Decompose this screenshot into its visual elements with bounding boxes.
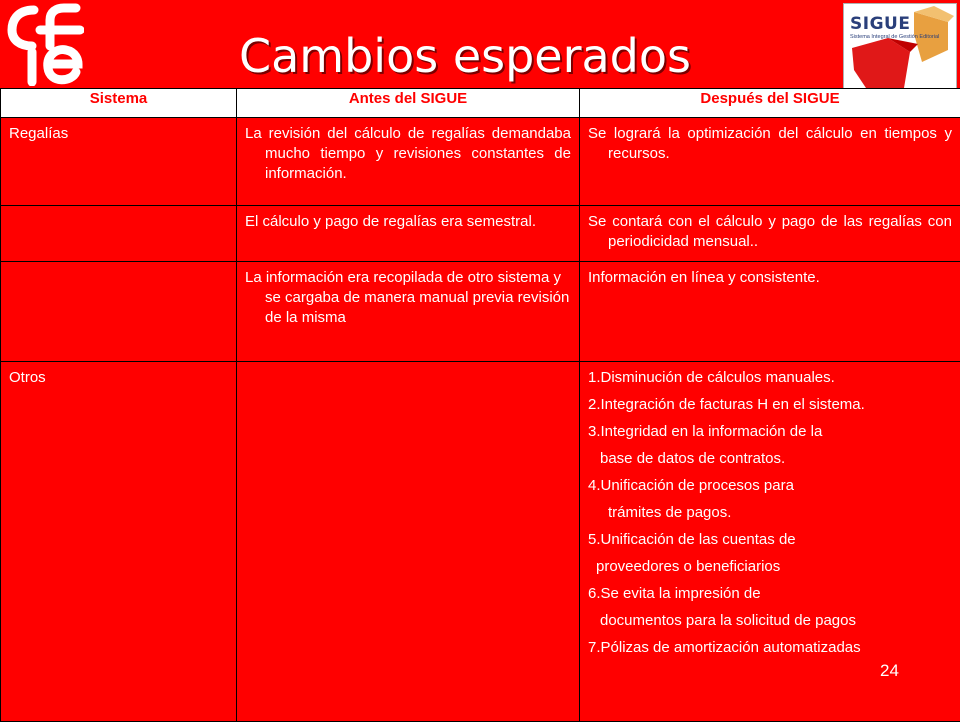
list-item: 7.Pólizas de amortización automatizadas [588, 638, 952, 658]
table-header-row [1, 89, 960, 118]
cell-despues: Información en línea y consistente. [580, 262, 960, 362]
list-item: documentos para la solicitud de pagos [588, 611, 952, 631]
list-item: proveedores o beneficiarios [588, 557, 952, 577]
cell-sistema: Regalías [1, 118, 237, 206]
cell-sistema: Otros [1, 362, 237, 722]
table-row [1, 262, 960, 362]
cell-sistema [1, 206, 237, 262]
cell-despues: Se contará con el cálculo y pago de las regalías con periodicidad mensual.. [580, 206, 960, 262]
sigue-logo [843, 3, 957, 91]
cell-despues: Se logrará la optimización del cálculo en tiempos y recursos. [580, 118, 960, 206]
list-item: 6.Se evita la impresión de [588, 584, 952, 604]
cell-antes: El cálculo y pago de regalías era semestral. [237, 206, 580, 262]
list-item: 3.Integridad en la información de la [588, 422, 952, 442]
changes-table [0, 88, 960, 722]
list-item: 2.Integración de facturas H en el sistema. [588, 395, 952, 415]
list-item: base de datos de contratos. [588, 449, 952, 469]
column-header-sistema: Sistema [1, 89, 237, 118]
table-row [1, 118, 960, 206]
page-title: Cambios esperados [0, 28, 930, 84]
list-item: 4.Unificación de procesos para [588, 476, 952, 496]
list-item: 5.Unificación de las cuentas de [588, 530, 952, 550]
column-header-despues-text: Después del SIGUE [700, 90, 839, 107]
sigue-logo-text: SIGUE [850, 14, 910, 34]
otros-list [580, 362, 960, 722]
column-header-despues [580, 89, 960, 118]
page-number: 24 [880, 661, 899, 681]
table-row-otros [1, 362, 960, 722]
list-item: trámites de pagos. [588, 503, 952, 523]
cell-antes: La información era recopilada de otro sistema y se cargaba de manera manual previa revisión de la misma [237, 262, 580, 362]
cell-antes: La revisión del cálculo de regalías demandaba mucho tiempo y revisiones constantes de información. [237, 118, 580, 206]
table-row [1, 206, 960, 262]
sigue-logo-subtitle: Sistema Integral de Gestión Editorial [850, 34, 954, 41]
column-header-antes: Antes del SIGUE [237, 89, 580, 118]
cell-sistema [1, 262, 237, 362]
list-item: 1.Disminución de cálculos manuales. [588, 368, 952, 388]
cell-antes [237, 362, 580, 722]
